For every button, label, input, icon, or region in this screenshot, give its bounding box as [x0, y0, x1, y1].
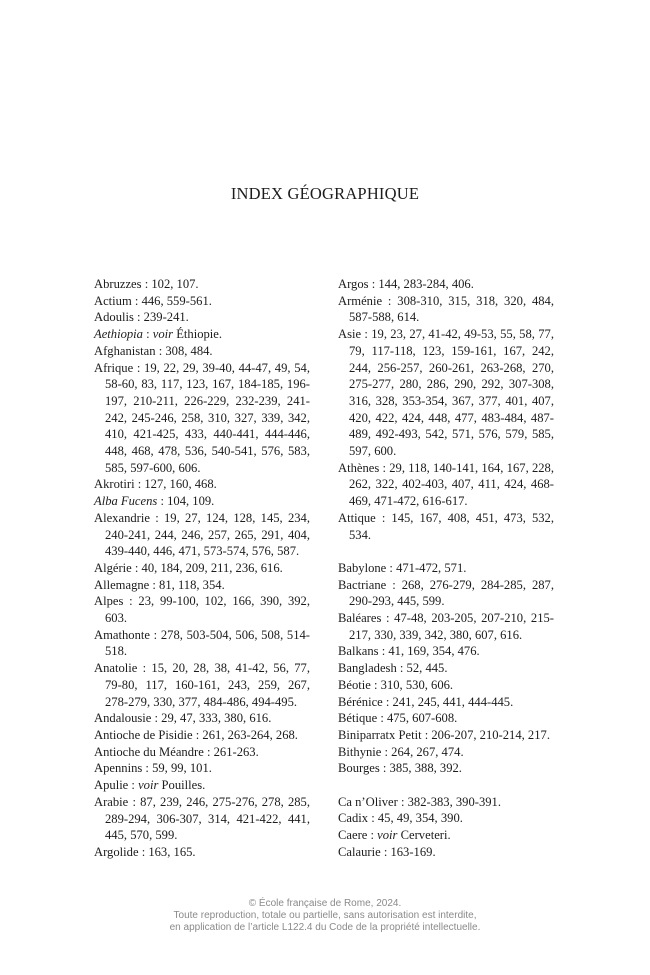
place-name: Adoulis [94, 310, 134, 325]
index-entry [338, 744, 554, 761]
copyright-footer [0, 898, 650, 934]
page-references: : 19, 22, 29, 39-40, 44-47, 49, 54, 58-60, 83, 117, 123, 167, 184-185, 196-197, 210-211, 226-229, 232-239, 241-242, 245-246, 258, 310, 327, 339, 342, 410, 421-425, 433, 440-441, 444-446, 448, 468, 478, 536, 540-541, 576, 583, 585, 597-600, 606. [105, 360, 310, 475]
place-name: Bérénice [338, 694, 383, 709]
page-references: : 264, 267, 474. [381, 744, 464, 759]
page-references: : 52, 445. [396, 661, 448, 676]
letter-group-gap [338, 543, 554, 560]
index-entry [94, 360, 310, 477]
place-name: Apulie [94, 778, 129, 793]
index-entry [338, 510, 554, 543]
page-references: : 475, 607-608. [377, 711, 458, 726]
index-entry: Caere : voir Cerveteri. [338, 828, 451, 843]
see-reference-target: Pouilles. [161, 778, 206, 793]
page-references: : 261-263. [203, 744, 259, 759]
index-entry [94, 510, 310, 560]
place-name: Aethiopia [94, 327, 143, 342]
index-entry [338, 293, 554, 326]
page-references: : 268, 276-279, 284-285, 287, 290-293, 445, 599. [349, 577, 554, 609]
page-references: : 104, 109. [157, 494, 215, 509]
index-entry [338, 694, 554, 711]
place-name: Baléares [338, 611, 382, 626]
page-references: : 446, 559-561. [131, 293, 212, 308]
place-name: Alexandrie [94, 510, 150, 525]
index-entry [338, 643, 554, 660]
page-references: : 144, 283-284, 406. [368, 277, 474, 291]
page-references: : 15, 20, 28, 38, 41-42, 56, 77, 79-80, 117, 160-161, 243, 259, 267, 278-279, 330, 377, 484-486, 494-495. [105, 661, 310, 709]
index-entry [94, 577, 310, 594]
place-name: Bithynie [338, 744, 382, 759]
place-name: Actium [94, 293, 132, 308]
place-name: Apennins [94, 761, 143, 776]
index-entry [338, 760, 554, 777]
page-references: : 41, 169, 354, 476. [378, 644, 480, 659]
page-references: : 385, 388, 392. [379, 761, 462, 776]
index-entry [338, 810, 554, 827]
index-entry [94, 794, 310, 844]
index-entry [338, 460, 554, 510]
see-reference-label: voir [152, 327, 174, 342]
page-references: : 19, 27, 124, 128, 145, 234, 240-241, 244, 246, 257, 265, 291, 404, 439-440, 446, 471, 573-574, 576, 587. [105, 510, 310, 559]
page-references: : 308, 484. [155, 343, 213, 358]
index-entry [94, 727, 310, 744]
page-references: : 241, 245, 441, 444-445. [382, 694, 514, 709]
place-name: Algérie [94, 560, 132, 575]
place-name: Bangladesh [338, 661, 397, 676]
index-entry [94, 627, 310, 660]
place-name: Bactriane [338, 577, 387, 592]
page-references: : 239-241. [133, 310, 189, 325]
footer-line: en application de l’article L122.4 du Code de la propriété intellectuelle. [169, 922, 481, 933]
index-entry [338, 710, 554, 727]
place-name: Abruzzes [94, 277, 142, 291]
place-name: Athènes [338, 460, 380, 475]
page-references: : 308-310, 315, 318, 320, 484, 587-588, 614. [349, 293, 554, 325]
index-entry [94, 844, 310, 861]
page-references: : 127, 160, 468. [134, 477, 217, 492]
place-name: Bétique [338, 711, 378, 726]
index-entry [94, 293, 310, 310]
page-references: : 261, 263-264, 268. [192, 727, 298, 742]
place-name: Argolide [94, 844, 139, 859]
page-references: : 45, 49, 354, 390. [368, 811, 463, 826]
page-references: : 29, 47, 333, 380, 616. [151, 711, 272, 726]
place-name: Calaurie [338, 844, 381, 859]
footer-line: © École française de Rome, 2024. [248, 898, 402, 909]
index-entry [94, 476, 310, 493]
page-references: : 47-48, 203-205, 207-210, 215-217, 330, 339, 342, 380, 607, 616. [349, 611, 554, 642]
place-name: Anatolie [94, 661, 138, 676]
place-name: Akrotiri [94, 477, 135, 492]
index-entry: Aethiopia : voir Éthiopie. [94, 327, 223, 342]
page-references: : 163-169. [380, 844, 436, 859]
place-name: Afghanistan [94, 343, 156, 358]
place-name: Cadix [338, 811, 369, 826]
index-entry [94, 493, 310, 510]
index-entry [338, 577, 554, 610]
index-entry [338, 610, 554, 643]
page-references: : 382-383, 390-391. [397, 794, 502, 809]
place-name: Arménie [338, 293, 383, 308]
index-entry [338, 326, 554, 460]
place-name: Biniparratx Petit [338, 727, 422, 742]
see-reference-label: voir [138, 778, 159, 793]
see-reference-target: Éthiopie. [176, 327, 223, 342]
place-name: Babylone [338, 560, 387, 575]
place-name: Attique [338, 510, 376, 525]
page-references: : 87, 239, 246, 275-276, 278, 285, 289-294, 306-307, 314, 421-422, 441, 445, 570, 599. [105, 794, 310, 843]
index-entry [94, 309, 310, 326]
index-entry [94, 744, 310, 761]
index-column-right [338, 276, 554, 861]
place-name: Caere [338, 828, 368, 843]
index-entry [94, 710, 310, 727]
page-references: : 29, 118, 140-141, 164, 167, 228, 262, 322, 402-403, 407, 411, 424, 468-469, 471-472, 616-617. [349, 460, 554, 509]
page-references: : 23, 99-100, 102, 166, 390, 392, 603. [105, 594, 310, 626]
index-entry [338, 660, 554, 677]
place-name: Béotie [338, 677, 371, 692]
place-name: Antioche de Pisidie [94, 727, 193, 742]
index-entry [338, 677, 554, 694]
place-name: Bourges [338, 761, 380, 776]
page-references: : 102, 107. [141, 277, 199, 291]
page-references: : 310, 530, 606. [370, 677, 454, 692]
place-name: Asie [338, 327, 362, 342]
place-name: Alba Fucens [94, 494, 158, 509]
index-entry [94, 660, 310, 710]
place-name: Allemagne [94, 577, 150, 592]
page-references: : 19, 23, 27, 41-42, 49-53, 55, 58, 77, 79, 117-118, 123, 159-161, 167, 242, 244, 256-257, 260-261, 263-268, 270, 275-277, 280, 286, 290, 292, 307-308, 316, 328, 353-354, 367, 377, 401, 407, 420, 422, 424, 448, 477, 483-484, 487-489, 492-493, 542, 571, 576, 579, 585, 597, 600. [349, 327, 554, 459]
place-name: Amathonte [94, 627, 150, 642]
index-entry [94, 760, 310, 777]
index-entry [94, 343, 310, 360]
place-name: Afrique [94, 360, 134, 375]
place-name: Alpes [94, 594, 124, 609]
page-references: : 40, 184, 209, 211, 236, 616. [131, 560, 283, 575]
index-entry [94, 276, 310, 293]
place-name: Balkans [338, 644, 379, 659]
index-entry [94, 593, 310, 626]
page-references: : 59, 99, 101. [142, 761, 212, 776]
page-references: : 145, 167, 408, 451, 473, 532, 534. [349, 510, 554, 542]
place-name: Antioche du Méandre [94, 744, 204, 759]
index-entry [94, 560, 310, 577]
page-references: : 471-472, 571. [386, 560, 467, 575]
see-reference-target: Cerveteri. [400, 828, 451, 843]
place-name: Andalousie [94, 711, 152, 726]
index-entry: Apulie : voir Pouilles. [94, 778, 206, 793]
page-references: : 163, 165. [138, 844, 196, 859]
page-title: INDEX GÉOGRAPHIQUE [230, 184, 420, 203]
place-name: Argos [338, 277, 369, 291]
footer-line: Toute reproduction, totale ou partielle, sans autorisation est interdite, [173, 910, 477, 921]
index-entry [338, 727, 554, 744]
see-reference-label: voir [377, 828, 398, 843]
index-entry [338, 560, 554, 577]
index-column-left [94, 276, 310, 861]
index-entry [338, 276, 554, 293]
index-entry [338, 794, 554, 811]
place-name: Arabie [94, 794, 129, 809]
place-name: Ca n’Oliver [338, 794, 398, 809]
page-references: : 206-207, 210-214, 217. [421, 727, 550, 742]
page-references: : 81, 118, 354. [149, 577, 225, 592]
index-entry [338, 844, 554, 861]
letter-group-gap [338, 777, 554, 794]
page-references: : 278, 503-504, 506, 508, 514-518. [105, 627, 310, 659]
